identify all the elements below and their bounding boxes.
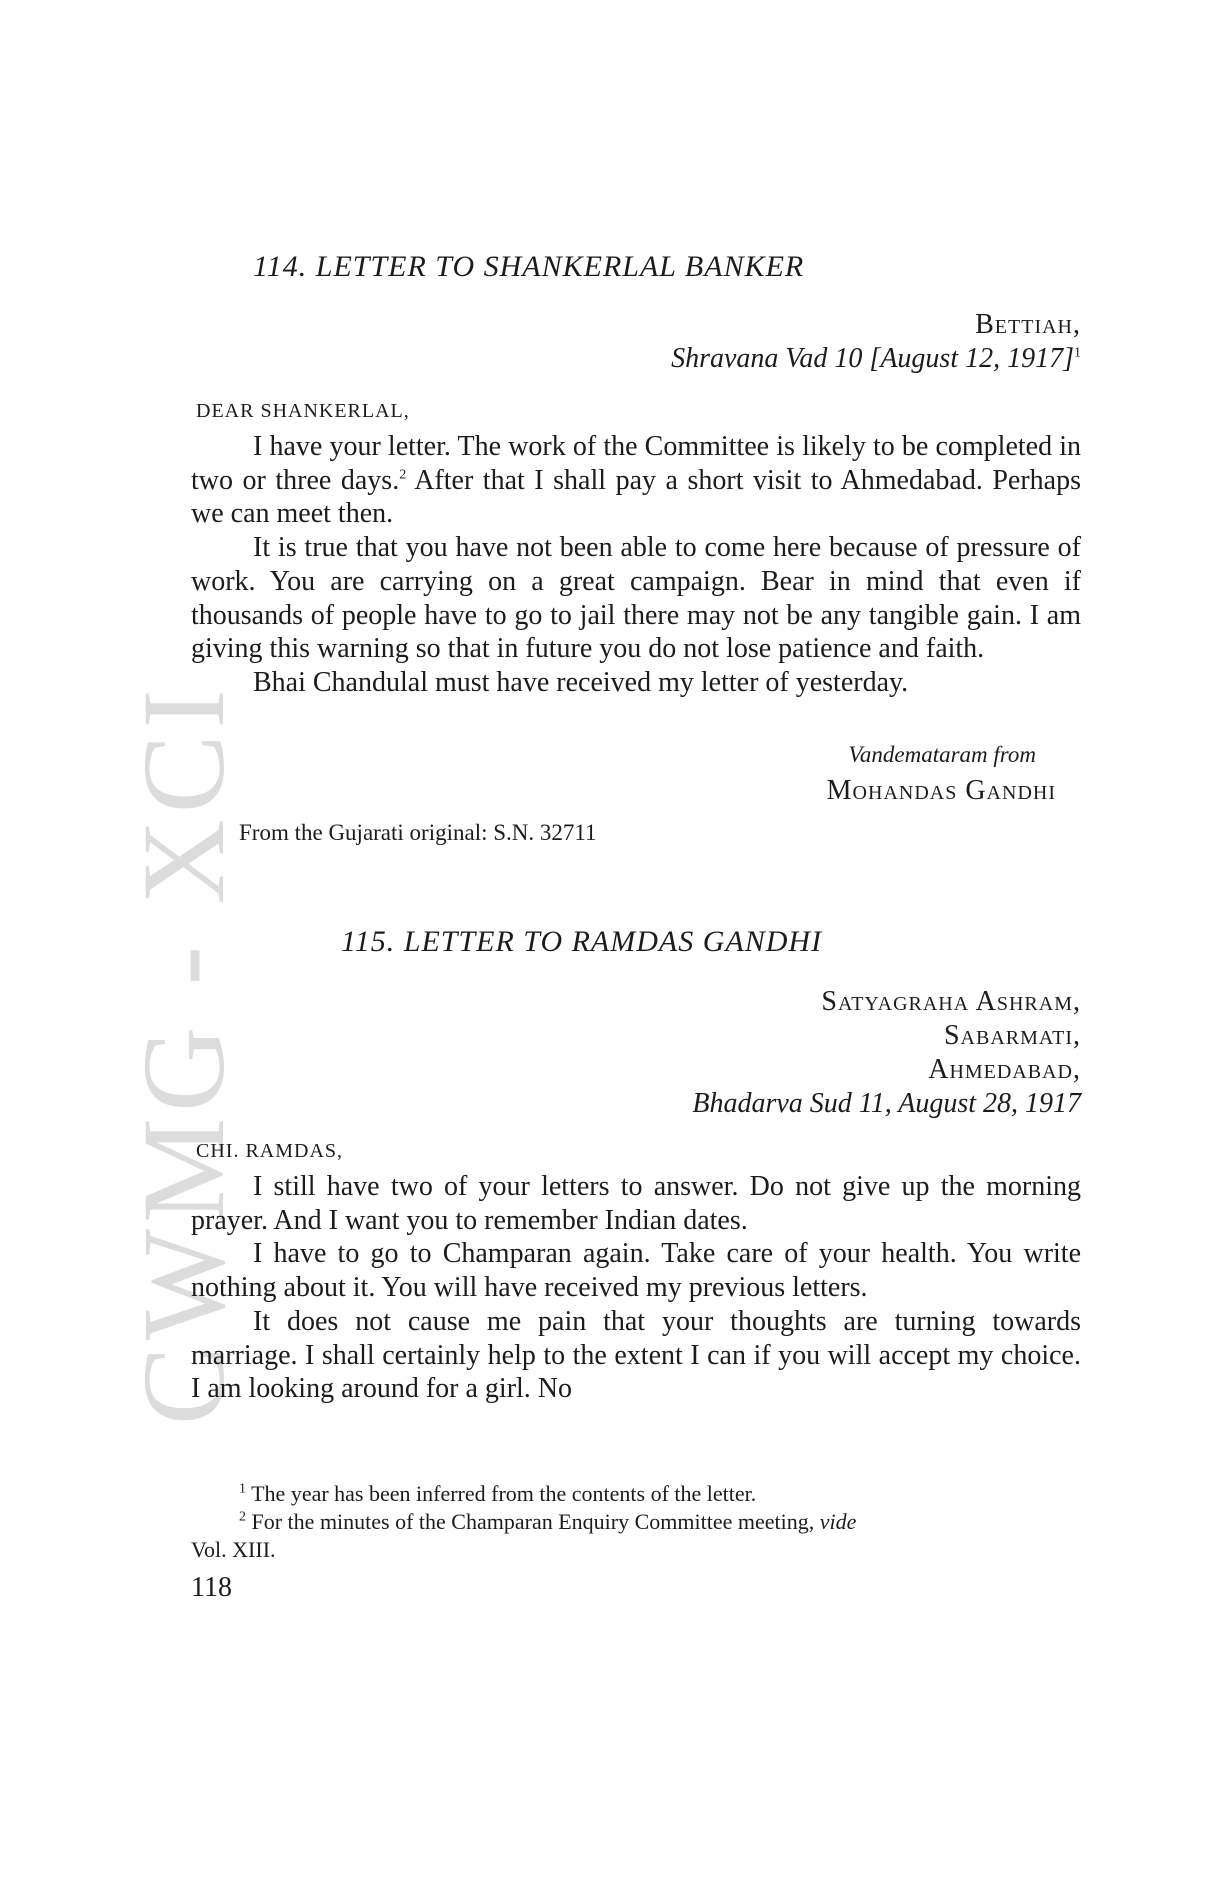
footnote-2-number: 2 bbox=[239, 1509, 246, 1525]
letter-115-address-line-3: Ahmedabad, bbox=[928, 1054, 1081, 1085]
letter-114-source: From the Gujarati original: S.N. 32711 bbox=[239, 820, 597, 845]
footnote-ref-2: 2 bbox=[399, 467, 407, 483]
letter-114-signature: Mohandas Gandhi bbox=[826, 775, 1056, 806]
letter-114-signoff bbox=[827, 737, 1056, 809]
letter-114-paragraph-3: Bhai Chandulal must have received my letter of yesterday. bbox=[253, 666, 909, 698]
page-number: 118 bbox=[191, 1572, 232, 1603]
letter-114-heading: 114. LETTER TO SHANKERLAL BANKER bbox=[253, 250, 805, 283]
footnote-1-number: 1 bbox=[239, 1481, 246, 1497]
letter-114-body bbox=[191, 430, 1081, 700]
letter-114-paragraph-1 bbox=[191, 430, 1081, 531]
footnote-2-continuation: Vol. XIII. bbox=[191, 1537, 276, 1562]
footnote-2 bbox=[191, 1508, 1081, 1536]
letter-114-date: Shravana Vad 10 [August 12, 1917] bbox=[671, 343, 1074, 374]
footnote-1 bbox=[191, 1480, 1081, 1508]
letter-115-paragraph-2: I have to go to Champaran again. Take care of your health. You write nothing about it. You will have received my previous letters. bbox=[191, 1238, 1081, 1304]
letter-115-heading: 115. LETTER TO RAMDAS GANDHI bbox=[341, 925, 823, 958]
letter-115-address-line-2: Sabarmati, bbox=[943, 1020, 1081, 1051]
letter-114-date-line bbox=[671, 342, 1081, 376]
footnote-1-text: The year has been inferred from the contents of the letter. bbox=[251, 1481, 757, 1506]
letter-115-paragraph-3: It does not cause me pain that your thoughts are turning towards marriage. I shall certainly help to the extent I can if you will accept my choice. I am looking around for a girl. No bbox=[191, 1305, 1081, 1405]
footnote-ref-1: 1 bbox=[1074, 345, 1081, 361]
letter-114-paragraph-2: It is true that you have not been able to come here because of pressure of work. You are carrying on a great campaign. Bear in mind that even if thousands of people have to go to jail there may not be any tangible gain. I am giving this warning so that in future you do not lose patience and faith. bbox=[191, 532, 1081, 665]
footnotes bbox=[191, 1480, 1081, 1564]
letter-115-address-line-1: Satyagraha Ashram, bbox=[821, 986, 1081, 1017]
letter-114-paragraph-1-cont: After that I shall pay a short visit to Ahmedabad. Perhaps we can meet then. bbox=[191, 464, 1081, 530]
letter-115-dateline bbox=[692, 985, 1081, 1121]
letter-114-dateline bbox=[671, 308, 1081, 376]
letter-114-closing: Vandemataram from bbox=[848, 742, 1036, 767]
letter-115-date: Bhadarva Sud 11, August 28, 1917 bbox=[692, 1088, 1081, 1119]
letter-115-salutation: CHI. RAMDAS, bbox=[196, 1140, 344, 1162]
letter-114-salutation: DEAR SHANKERLAL, bbox=[196, 400, 410, 422]
letter-114-place: Bettiah, bbox=[975, 309, 1081, 340]
letter-115-paragraph-1: I still have two of your letters to answer. Do not give up the morning prayer. And I want you to remember Indian dates. bbox=[191, 1171, 1081, 1236]
watermark-text: CWMG XCI bbox=[135, 683, 249, 1425]
footnote-2-text: For the minutes of the Champaran Enquiry Committee meeting, bbox=[251, 1509, 815, 1534]
letter-115-body bbox=[191, 1170, 1081, 1406]
footnote-2-vide: vide bbox=[819, 1509, 857, 1534]
letter-114-paragraph-1-text: I have your letter. The work of the Committee is likely to be completed in two or three days. bbox=[191, 431, 1081, 496]
